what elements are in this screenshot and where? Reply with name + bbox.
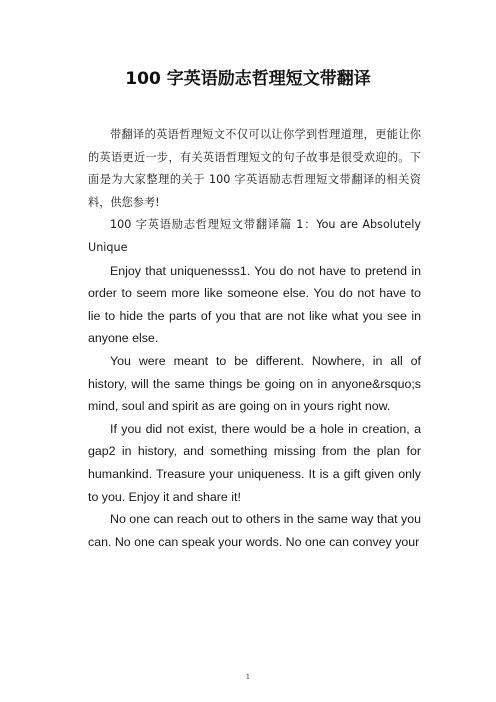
body-paragraph: No one can reach out to others in the same way that you can. No one can speak your words. No one can convey your	[88, 512, 421, 549]
section-heading: 100 字英语励志哲理短文带翻译篇 1：You are Absolutely Unique	[88, 218, 421, 254]
body-paragraph: You were meant to be different. Nowhere, in all of history, will the same things be going on in anyone&rsquo;s mind, soul and spirit as are going on in yours right now.	[88, 353, 421, 414]
page-number: 1	[245, 673, 251, 681]
body-paragraph: Enjoy that uniquenesss1. You do not have to pretend in order to seem more like someone else. You do not have to lie to hide the parts of you that are not like what you see in anyone else.	[88, 263, 421, 346]
page-title: 100 字英语励志哲理短文带翻译	[125, 69, 371, 89]
body-paragraph: If you did not exist, there would be a hole in creation, a gap2 in history, and something missing from the plan for humankind. Treasure your uniqueness. It is a gift given only to you. Enjoy it and share it!	[88, 421, 421, 504]
document-body	[88, 124, 421, 553]
intro-paragraph: 带翻译的英语哲理短文不仅可以让你学到哲理道理，更能让你的英语更近一步，有关英语哲理短文的句子故事是很受欢迎的。下面是为大家整理的关于 100 字英语励志哲理短文带翻译的相关资料，供您参考!	[88, 128, 421, 209]
